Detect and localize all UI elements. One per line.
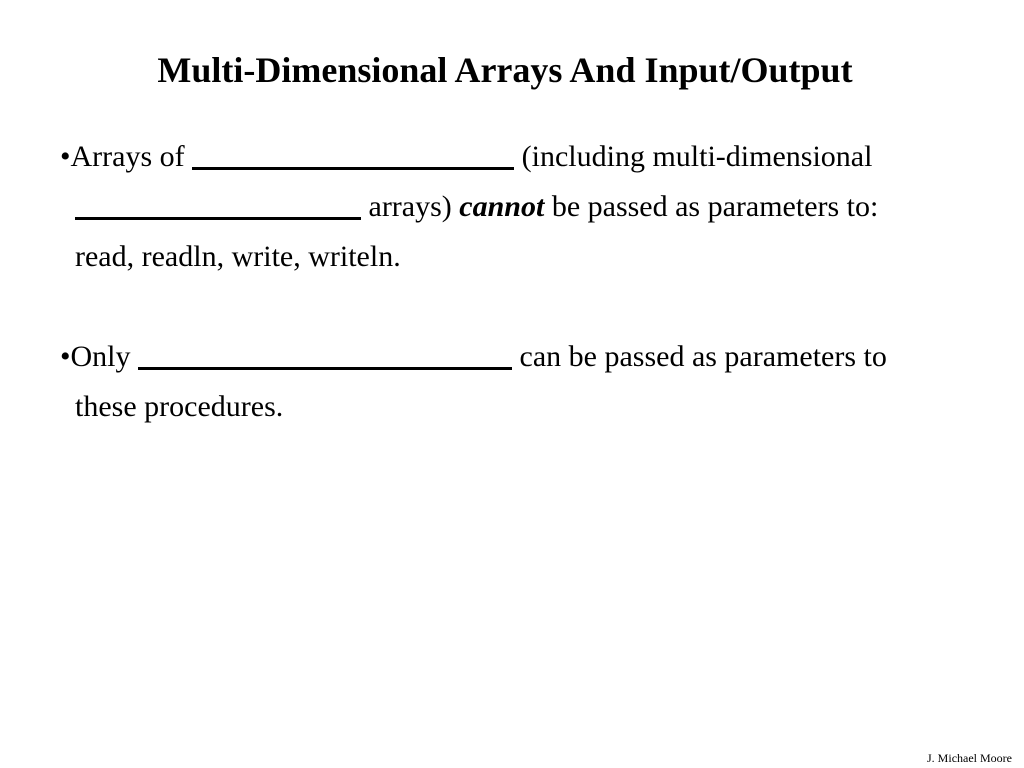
- bullet-1-line-2: [60, 182, 990, 232]
- slide-title: Multi-Dimensional Arrays And Input/Output: [157, 50, 853, 90]
- bullet-item-2: [60, 332, 990, 432]
- bullet-2-text-only: Only: [70, 340, 131, 373]
- bullet-item-1: [60, 132, 990, 282]
- bullet-2-text-these-procedures: these procedures.: [75, 390, 284, 423]
- bullet-1-text-passed: be passed as parameters to:: [551, 190, 879, 223]
- bullet-1-line-3: [60, 232, 990, 282]
- bullet-1-text-arrays-of: Arrays of: [70, 140, 185, 173]
- bullet-1-text-procedures-list: read, readln, write, writeln.: [75, 240, 401, 273]
- bullet-2-text-can-be-passed: can be passed as parameters to: [519, 340, 887, 373]
- fill-in-blank-2: [75, 183, 361, 220]
- bullet-1-text-including: (including multi-dimensional: [521, 140, 873, 173]
- fill-in-blank-3: [138, 333, 512, 370]
- bullet-1-text-arrays: arrays): [368, 190, 452, 223]
- bullet-1-line-1: [60, 132, 990, 182]
- bullet-2-line-1: [60, 332, 990, 382]
- bullet-marker: •: [60, 340, 71, 373]
- bullet-marker: •: [60, 140, 71, 173]
- fill-in-blank-1: [192, 133, 514, 170]
- author-footer: J. Michael Moore: [927, 751, 1012, 765]
- bullet-2-line-2: [60, 382, 990, 432]
- emphasis-cannot: cannot: [459, 190, 545, 223]
